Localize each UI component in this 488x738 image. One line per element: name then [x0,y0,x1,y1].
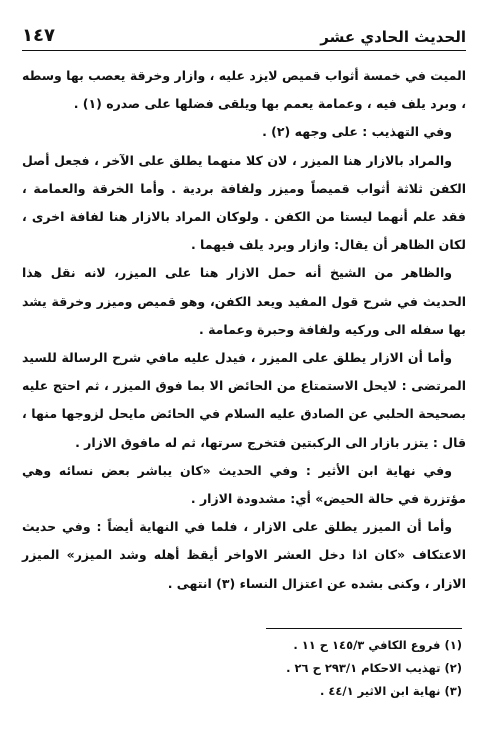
page-header [22,16,466,46]
paragraph-2: وفي التهذيب : على وجهه (٢) . [262,124,452,140]
paragraph-4: والظاهر من الشيخ أنه حمل الازار هنا على الميزر، لانه نقل هذا الحديث في شرح قول المفيد ويعد الكفن، وهو قميص وميزر وخرقة يشد بها سفله الى وركيه ولفافة وحبرة وعمامة . [22,265,466,337]
footnote-divider [266,628,462,629]
paragraph-1: الميت في خمسة أثواب قميص لايزد عليه ، وازار وخرقة يعصب بها وسطه ، وبرد يلف فيه ، وعمامة يعمم بها ويلقى فضلها على صدره (١) . [22,68,466,112]
footnote-3: (٣) نهاية ابن الاثير ٤٤/١ . [319,684,462,698]
paragraph-5: وأما أن الازار يطلق على الميزر ، فيدل عليه مافي شرح الرسالة للسيد المرتضى : لايحل الاستمتاع من الحائض الا بما فوق الميزر ، ثم احتج عليه بصحيحة الحلبي عن الصادق عليه السلام في الحائض مايحل لزوجها منها ، قال : يتزر بازار الى الركبتين فتخرج سرتها، ثم له مافوق الازار . [22,350,466,450]
main-text [22,62,466,598]
running-title: الحديث الحادي عشر [320,28,466,46]
footnotes [22,634,462,703]
paragraph-7: وأما أن الميزر يطلق على الازار ، فلما في النهاية أيضاً : وفي حديث الاعتكاف «كان اذا دخل العشر الاواخر أيقظ أهله وشد الميزر» الميزر الازار ، وكنى بشده عن اعتزال النساء (٣) انتهى . [22,519,466,591]
paragraph-6: وفي نهاية ابن الأثير : وفي الحديث «كان يباشر بعض نسائه وهي مؤتزرة في حالة الحيض» أي: مشدودة الازار . [22,462,466,507]
header-divider [22,50,466,51]
page-number: ١٤٧ [22,25,55,46]
paragraph-3: والمراد بالازار هنا الميزر ، لان كلا منهما يطلق على الآخر ، فجعل أصل الكفن ثلاثة أثواب قميصاً وميزر ولفافة بردية . وأما الخرقة والعمامة ، فقد علم أنهما ليستا من الكفن . ولوكان المراد بالازار هنا لفافة اخرى ، لكان الظاهر أن يقال: وازار وبرد يلف فيهما . [22,152,466,253]
footnote-2: (٢) تهذيب الاحكام ٢٩٣/١ ح ٢٦ . [286,661,462,675]
footnote-1: (١) فروع الكافي ١٤٥/٣ ح ١١ . [293,638,462,652]
